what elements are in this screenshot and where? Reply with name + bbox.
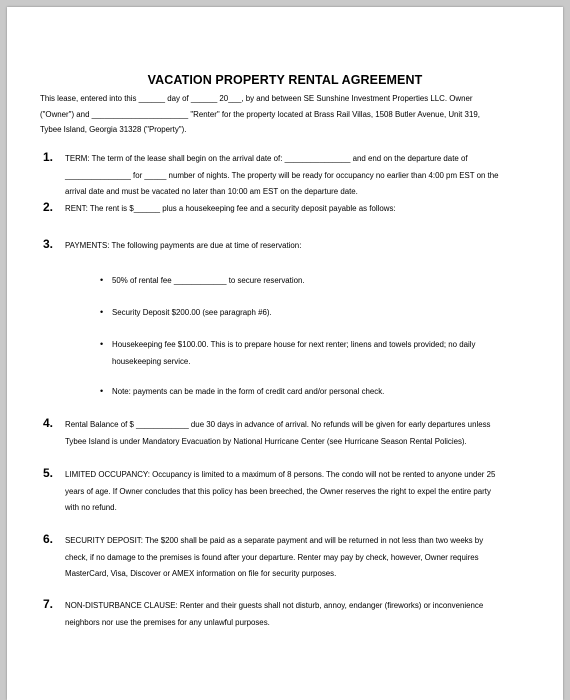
section-security-deposit (65, 533, 535, 583)
section-number: 4. (43, 416, 54, 430)
payment-bullet-item (112, 337, 532, 370)
section-payments (65, 238, 535, 255)
section-line: MasterCard, Visa, Discover or AMEX information on file for security purposes. (65, 569, 337, 578)
payment-bullet-item (112, 384, 532, 401)
bullet-marker: • (100, 339, 104, 349)
intro-line: This lease, entered into this ______ day of ______ 20___, by and between SE Sunshine Investment Properties LLC. Owner (40, 94, 473, 103)
section-number: 6. (43, 532, 54, 546)
section-limited-occupancy (65, 467, 535, 517)
section-number: 5. (43, 466, 54, 480)
section-line: check, if no damage to the premises is found after your departure. Renter may pay by check, however, Owner requires (65, 552, 479, 562)
section-non-disturbance (65, 598, 535, 631)
section-line: TERM: The term of the lease shall begin on the arrival date of: _______________ and end on the departure date of (65, 154, 468, 163)
section-line: with no refund. (65, 503, 117, 512)
bullet-line: Note: payments can be made in the form of credit card and/or personal check. (112, 387, 385, 396)
bullet-marker: • (100, 275, 104, 285)
section-rental-balance (65, 417, 535, 450)
bullet-line: 50% of rental fee ____________ to secure reservation. (112, 276, 305, 285)
section-number: 1. (43, 150, 54, 164)
bullet-line: Housekeeping fee $100.00. This is to prepare house for next renter; linens and towels provided; no daily (112, 340, 476, 349)
section-line: SECURITY DEPOSIT: The $200 shall be paid as a separate payment and will be returned in not less than two weeks by (65, 536, 484, 545)
document-page (7, 7, 563, 700)
section-line: LIMITED OCCUPANCY: Occupancy is limited to a maximum of 8 persons. The condo will not be rented to anyone under 25 (65, 470, 496, 479)
section-line: Rental Balance of $ ____________ due 30 days in advance of arrival. No refunds will be given for early departures unless (65, 420, 491, 429)
bullet-marker: • (100, 307, 104, 317)
section-line: years of age. If Owner concludes that this policy has been breeched, the Owner reserves the right to expel the entire party (65, 486, 491, 496)
section-rent (65, 201, 535, 218)
intro-paragraph (40, 91, 540, 138)
section-term (65, 151, 535, 201)
page-title: VACATION PROPERTY RENTAL AGREEMENT (147, 73, 423, 87)
section-number: 7. (43, 597, 54, 611)
section-line: Tybee Island is under Mandatory Evacuation by National Hurricane Center (see Hurricane Season Rental Policies). (65, 436, 467, 446)
intro-line: ("Owner") and ______________________ "Renter" for the property located at Brass Rail Villas, 1508 Butler Avenue, Unit 319, (40, 109, 480, 119)
intro-line: Tybee Island, Georgia 31328 ("Property"). (40, 125, 187, 134)
payment-bullet-item (112, 305, 532, 322)
section-line: NON-DISTURBANCE CLAUSE: Renter and their guests shall not disturb, annoy, endanger (fireworks) or inconvenience (65, 601, 484, 610)
payment-bullet-item (112, 273, 532, 290)
section-number: 3. (43, 237, 54, 251)
section-line: PAYMENTS: The following payments are due at time of reservation: (65, 241, 302, 250)
section-line: neighbors nor use the premises for any unlawful purposes. (65, 617, 270, 627)
bullet-line: housekeeping service. (112, 356, 191, 366)
bullet-marker: • (100, 386, 104, 396)
bullet-line: Security Deposit $200.00 (see paragraph #6). (112, 308, 272, 317)
section-line: _______________ for _____ number of nights. The property will be ready for occupancy no earlier than 4:00 pm EST on the (65, 170, 499, 180)
section-line: arrival date and must be vacated no later than 10:00 am EST on the departure date. (65, 187, 358, 196)
section-number: 2. (43, 200, 54, 214)
section-line: RENT: The rent is $______ plus a housekeeping fee and a security deposit payable as follows: (65, 204, 396, 213)
